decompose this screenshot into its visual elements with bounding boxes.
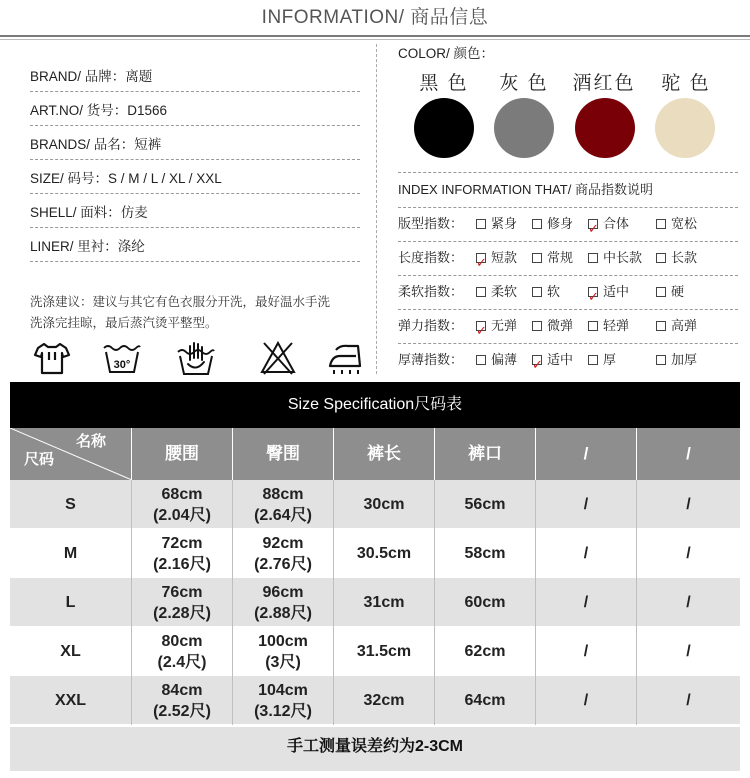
info-row-size <box>30 160 360 194</box>
size-table-header <box>10 428 740 480</box>
table-cell <box>334 627 435 676</box>
table-cell-line: (2.88尺) <box>254 604 312 622</box>
checkbox-icon <box>532 287 542 297</box>
table-cell-line: (2.04尺) <box>153 506 211 524</box>
table-cell-line: / <box>686 594 691 611</box>
info-row-liner <box>30 228 360 262</box>
table-cell-line: (2.76尺) <box>254 555 312 573</box>
info-value: 仿麦 <box>120 205 148 220</box>
shirt-hang-dry-icon <box>32 338 72 378</box>
color-swatch-black <box>414 98 474 158</box>
table-cell <box>536 529 637 578</box>
table-cell-line: 56cm <box>464 496 506 513</box>
info-label: BRANDS/ 品名： <box>30 137 135 152</box>
index-option <box>476 310 517 342</box>
table-cell-line: / <box>686 692 691 709</box>
table-cell-line: / <box>583 496 589 513</box>
index-option <box>532 276 560 308</box>
size-table-header-cell: 腰围 <box>132 428 233 480</box>
info-label: SHELL/ 面料： <box>30 205 121 220</box>
info-value: S / M / L / XL / XXL <box>108 171 222 186</box>
table-cell <box>637 529 740 578</box>
index-option-label: 紧身 <box>491 216 518 231</box>
product-info-list <box>30 58 360 262</box>
index-option <box>588 344 616 376</box>
table-cell-line: 68cm <box>161 485 203 503</box>
index-option <box>476 344 517 376</box>
table-cell-line: 72cm <box>161 534 203 552</box>
info-row-brand <box>30 58 360 92</box>
checkbox-icon <box>656 355 666 365</box>
table-cell-line: 88cm <box>262 485 304 503</box>
table-cell <box>334 529 435 578</box>
index-option <box>532 344 573 376</box>
size-table-header-cell: 裤口 <box>435 428 536 480</box>
size-table <box>10 382 740 771</box>
color-name-camel: 驼 色 <box>661 73 711 94</box>
index-option-label: 合体 <box>603 216 630 231</box>
table-cell-line: (3尺) <box>265 653 301 671</box>
header-divider <box>0 35 750 37</box>
index-option <box>656 276 684 308</box>
index-option <box>656 242 697 274</box>
table-cell-line: 30cm <box>363 496 405 513</box>
table-cell-line: (2.52尺) <box>153 702 211 720</box>
checkbox-icon <box>656 219 666 229</box>
index-option-label: 中长款 <box>603 250 643 265</box>
table-cell <box>132 578 233 627</box>
index-list <box>398 208 738 378</box>
checkbox-icon <box>656 287 666 297</box>
color-name-black: 黑 色 <box>419 73 469 94</box>
size-label: XXL <box>54 692 87 709</box>
checkbox-icon <box>656 321 666 331</box>
table-row <box>10 578 740 627</box>
checkbox-icon <box>476 219 486 229</box>
table-cell-line: / <box>583 594 589 611</box>
checked-box-icon <box>588 287 598 297</box>
size-table-header-cell: 裤长 <box>334 428 435 480</box>
info-label: SIZE/ 码号： <box>30 171 109 186</box>
iron-icon <box>326 338 366 378</box>
table-row <box>10 627 740 676</box>
table-cell <box>536 480 637 529</box>
table-cell-line: 84cm <box>161 681 203 699</box>
index-option-label: 修身 <box>547 216 574 231</box>
index-row <box>398 310 738 344</box>
wash-advice-line: 洗涤完挂晾，最后蒸汽烫平整型。 <box>30 316 218 330</box>
table-cell <box>637 480 740 529</box>
index-option <box>476 208 517 240</box>
table-cell-line: 96cm <box>262 583 304 601</box>
size-cell <box>10 578 132 627</box>
info-label: ART.NO/ 货号： <box>30 103 128 118</box>
table-cell <box>233 676 334 725</box>
hand-wash-icon <box>176 338 216 378</box>
size-table-header-cell: / <box>686 444 691 463</box>
column-divider <box>376 44 377 374</box>
index-option <box>656 344 697 376</box>
index-option-label: 硬 <box>671 284 685 299</box>
index-option-label: 轻弹 <box>603 318 630 333</box>
info-row-shell <box>30 194 360 228</box>
table-row <box>10 676 740 725</box>
index-row <box>398 276 738 310</box>
index-option <box>532 242 573 274</box>
color-index-panel <box>398 44 738 367</box>
size-table-header-cell: 臀围 <box>233 428 334 480</box>
table-cell <box>233 627 334 676</box>
table-cell-line: 58cm <box>464 545 506 562</box>
index-option-label: 适中 <box>547 352 574 367</box>
table-cell-line: 62cm <box>464 643 506 660</box>
checkbox-icon <box>588 321 598 331</box>
checked-box-icon <box>476 253 486 263</box>
size-table-body <box>10 480 740 725</box>
table-cell-line: 32cm <box>363 692 405 709</box>
table-cell-line: 60cm <box>464 594 506 611</box>
checkbox-icon <box>476 287 486 297</box>
color-swatch-gray <box>494 98 554 158</box>
size-cell <box>10 676 132 725</box>
color-name-row <box>398 68 738 94</box>
table-cell-line: 31cm <box>363 594 405 611</box>
size-table-header-cell: / <box>536 428 637 480</box>
header-corner-cell <box>10 428 132 480</box>
info-value: 短裤 <box>134 137 162 152</box>
index-label: 版型指数： <box>398 216 464 231</box>
index-option-label: 常规 <box>547 250 574 265</box>
checkbox-icon <box>532 321 542 331</box>
size-label: S <box>65 496 76 513</box>
info-row-brands <box>30 126 360 160</box>
index-option-label: 厚 <box>603 352 617 367</box>
table-cell-line: (3.12尺) <box>254 702 312 720</box>
table-cell-line: 92cm <box>262 534 304 552</box>
checkbox-icon <box>532 253 542 263</box>
table-row <box>10 480 740 529</box>
table-cell <box>637 627 740 676</box>
index-label: 柔软指数： <box>398 284 464 299</box>
table-cell <box>637 578 740 627</box>
table-cell-line: / <box>686 545 691 562</box>
checked-box-icon <box>532 355 542 365</box>
header-divider-thin <box>0 39 750 40</box>
wash-temp-label: 30° <box>113 359 131 371</box>
corner-name-label: 名称 <box>76 433 107 450</box>
wash-advice <box>30 292 370 334</box>
size-table-footer: 手工测量误差约为2-3CM <box>10 727 740 771</box>
table-cell <box>334 578 435 627</box>
checked-box-icon <box>588 219 598 229</box>
index-option <box>656 310 697 342</box>
index-option-label: 加厚 <box>671 352 698 367</box>
index-option <box>588 310 629 342</box>
wash-30-icon <box>102 338 142 378</box>
table-cell-line: (2.16尺) <box>153 555 211 573</box>
color-name-wine: 酒红色 <box>572 73 636 94</box>
info-label: LINER/ 里衬： <box>30 239 118 254</box>
checkbox-icon <box>656 253 666 263</box>
info-row-art-no <box>30 92 360 126</box>
index-option <box>656 208 697 240</box>
table-cell <box>132 627 233 676</box>
table-cell-line: 30.5cm <box>356 545 412 562</box>
index-option-label: 适中 <box>603 284 630 299</box>
index-option <box>588 242 642 274</box>
table-cell <box>435 627 536 676</box>
table-cell-line: / <box>583 692 589 709</box>
table-cell <box>233 578 334 627</box>
size-label: L <box>65 594 76 611</box>
index-option <box>532 208 573 240</box>
checkbox-icon <box>588 355 598 365</box>
table-cell-line: (2.28尺) <box>153 604 211 622</box>
index-option-label: 软 <box>547 284 561 299</box>
index-option <box>588 276 629 308</box>
page-title: INFORMATION/ 商品信息 <box>261 7 489 28</box>
table-cell <box>435 529 536 578</box>
table-cell <box>132 480 233 529</box>
index-option-label: 偏薄 <box>491 352 518 367</box>
index-option <box>532 310 573 342</box>
color-swatch-camel <box>655 98 715 158</box>
info-value: 涤纶 <box>117 239 145 254</box>
table-cell-line: 64cm <box>464 692 506 709</box>
table-cell <box>536 578 637 627</box>
index-row <box>398 208 738 242</box>
checked-box-icon <box>476 321 486 331</box>
size-cell <box>10 480 132 529</box>
table-cell-line: 31.5cm <box>356 643 412 660</box>
table-cell-line: 76cm <box>161 583 203 601</box>
color-swatch-wine <box>575 98 635 158</box>
info-label: BRAND/ 品牌： <box>30 69 126 84</box>
index-row <box>398 242 738 276</box>
table-cell-line: 104cm <box>258 681 308 699</box>
table-cell <box>132 676 233 725</box>
table-cell-line: / <box>583 545 589 562</box>
color-divider <box>398 172 738 173</box>
corner-size-label: 尺码 <box>24 451 55 468</box>
size-table-title: Size Specification尺码表 <box>10 382 740 428</box>
index-option-label: 短款 <box>491 250 518 265</box>
index-option <box>476 242 517 274</box>
size-label: XL <box>60 643 81 660</box>
index-title: INDEX INFORMATION THAT/ 商品指数说明 <box>398 178 738 208</box>
index-option-label: 高弹 <box>671 318 698 333</box>
size-cell <box>10 627 132 676</box>
size-label: M <box>63 545 78 562</box>
table-cell <box>334 480 435 529</box>
wash-advice-line: 洗涤建议：建议与其它有色衣服分开洗，最好温水手洗 <box>30 295 331 309</box>
index-option <box>476 276 517 308</box>
table-cell <box>637 676 740 725</box>
no-bleach-icon <box>258 338 298 378</box>
table-cell <box>233 529 334 578</box>
index-option <box>588 208 629 240</box>
table-cell <box>536 676 637 725</box>
table-cell <box>334 676 435 725</box>
index-label: 厚薄指数： <box>398 352 464 367</box>
table-cell <box>536 627 637 676</box>
table-cell-line: / <box>686 496 691 513</box>
checkbox-icon <box>588 253 598 263</box>
index-option-label: 无弹 <box>491 318 518 333</box>
table-row <box>10 529 740 578</box>
info-value: 离题 <box>125 69 153 84</box>
index-label: 弹力指数： <box>398 318 464 333</box>
wash-icon-row <box>30 338 370 380</box>
table-cell-line: / <box>686 643 691 660</box>
checkbox-icon <box>532 219 542 229</box>
info-value: D1566 <box>127 103 168 118</box>
table-cell-line: 100cm <box>258 632 308 650</box>
table-cell-line: (2.4尺) <box>157 653 207 671</box>
table-cell-line: / <box>583 643 589 660</box>
color-name-gray: 灰 色 <box>499 73 549 94</box>
index-option-label: 柔软 <box>491 284 518 299</box>
table-cell <box>233 480 334 529</box>
color-label: COLOR/ 颜色： <box>398 46 495 61</box>
index-option-label: 微弹 <box>547 318 574 333</box>
table-cell <box>435 578 536 627</box>
size-cell <box>10 529 132 578</box>
index-row <box>398 344 738 378</box>
index-option-label: 长款 <box>671 250 698 265</box>
checkbox-icon <box>476 355 486 365</box>
index-label: 长度指数： <box>398 250 464 265</box>
section-header <box>0 0 750 38</box>
table-cell <box>435 676 536 725</box>
table-cell-line: (2.64尺) <box>254 506 312 524</box>
table-cell <box>435 480 536 529</box>
color-swatch-row <box>398 98 738 162</box>
table-cell-line: 80cm <box>161 632 203 650</box>
table-cell <box>132 529 233 578</box>
index-option-label: 宽松 <box>671 216 698 231</box>
